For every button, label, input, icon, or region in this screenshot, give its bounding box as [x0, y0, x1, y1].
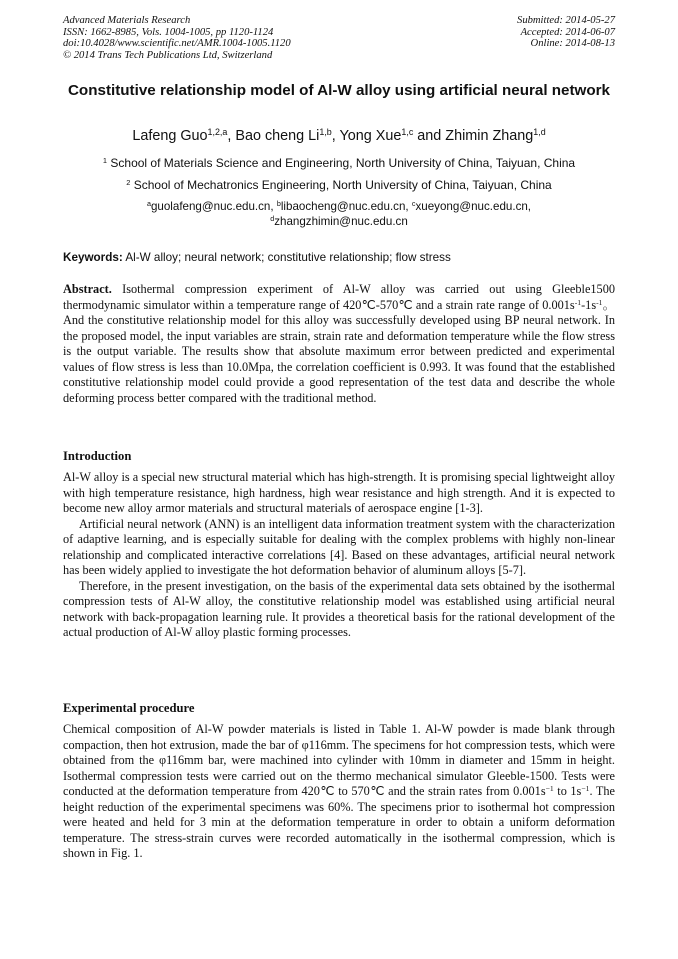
email-list	[63, 199, 615, 229]
author-affiliation-mark: 1,b	[319, 127, 332, 138]
author-name: Bao cheng Li	[235, 128, 320, 144]
author-name: Zhimin Zhang	[445, 128, 534, 144]
experimental-heading: Experimental procedure	[63, 701, 195, 715]
experimental-paragraph	[63, 722, 615, 862]
journal-header-left	[63, 15, 291, 61]
author-name: Yong Xue	[339, 128, 402, 144]
affiliation-text: School of Mechatronics Engineering, North University of China, Taiyuan, China	[133, 178, 552, 192]
author-affiliation-mark: 1,2,a	[207, 127, 228, 138]
keywords-text: Al-W alloy; neural network; constitutive relationship; flow stress	[125, 251, 451, 264]
affiliation-number: 2	[126, 177, 131, 187]
abstract-paragraph	[63, 282, 615, 406]
author-separator: ,	[227, 128, 236, 144]
paper-title: Constitutive relationship model of Al-W alloy using artificial neural network	[67, 82, 611, 99]
author-affiliation-mark: 1,c	[401, 127, 414, 138]
abstract-label: Abstract.	[63, 282, 112, 296]
journal-header-right	[517, 15, 615, 50]
email-mark: d	[270, 214, 275, 224]
superscript: -1	[574, 297, 582, 307]
affiliation-text: School of Materials Science and Engineering, North University of China, Taiyuan, China	[110, 156, 576, 170]
author-separator: ,	[331, 128, 340, 144]
online-date: Online: 2014-08-13	[530, 38, 615, 50]
introduction-heading: Introduction	[63, 449, 132, 463]
introduction-paragraph: Artificial neural network (ANN) is an intelligent data information treatment system with the characterization of adaptive learning, and is especially suitable for dealing with the complex problems with highly non-linear relationship and complicated interactive correlations [4]. Based on these advantages, artificial neural network has been widely applied to investigate the hot deformation behavior of aluminum alloys [5-7].	[63, 516, 615, 577]
introduction-body	[63, 470, 615, 641]
affiliation-number: 1	[102, 155, 108, 165]
introduction-paragraph: Al-W alloy is a special new structural material which has high-strength. It is promising special lightweight alloy with high temperature resistance, high hardness, high wear resistance and high strength. And it is expected to become new alloy armor materials and structural materials of aerospace engine [1-3].	[63, 470, 615, 515]
experimental-body	[63, 722, 615, 862]
affiliation-2	[63, 178, 615, 193]
experimental-text: . The height reduction of the experimental specimens was 60%. The specimens prior to isothermal hot compression were heated and held for 3 min at the deformation temperature in order to obtain a uniform deformation temperature. The stress-strain curves were recorded automatically in the isothermal compression, which is shown in Fig. 1.	[63, 784, 615, 860]
accepted-date: Accepted: 2014-06-07	[520, 26, 615, 38]
abstract	[63, 282, 615, 406]
author-affiliation-mark: 1,d	[533, 127, 546, 138]
email-address: guolafeng@nuc.edu.cn,	[150, 200, 274, 213]
superscript: -1	[596, 297, 603, 307]
experimental-text: to 1s	[553, 784, 582, 798]
abstract-text: Isothermal compression experiment of Al-W alloy was carried out using Gleeble1500 thermodynamic simulator within a temperature range of 420℃-570℃ and a strain rate range of 0.001s	[63, 282, 615, 312]
journal-issn: ISSN: 1662-8985, Vols. 1004-1005, pp 1120-1124	[63, 26, 274, 38]
experimental-text: Chemical composition of Al-W powder materials is listed in Table 1. Al-W powder is made blank through compaction, then hot extrusion, made the bar of φ116mm. The specimens for hot compression tests, which were obtained from the φ116mm bar, were machined into cylinder with 10mm in diameter and 15mm in height. Isothermal compression tests were carried out on the thermo mechanical simulator Gleeble-1500. Tests were conducted at the deformation temperature from 420℃ to 570℃ and the strain rates from 0.001s	[63, 722, 615, 798]
author-list	[63, 127, 615, 145]
journal-copyright: © 2014 Trans Tech Publications Ltd, Switzerland	[63, 49, 273, 61]
author-separator: and	[413, 128, 446, 144]
abstract-text: -1s	[581, 297, 597, 312]
email-address: libaocheng@nuc.edu.cn,	[280, 200, 409, 213]
affiliation-1	[63, 156, 615, 171]
abstract-text: 。And the constitutive relationship model for this alloy was successfully developed using BP neural network. In the proposed model, the input variables are strain, strain rate and deformation temperature while the flow stress is the output variable. The results show that absolute maximum error between predicted and experimental values of flow stress is less than 10.0Mpa, the correlation coefficient is 0.993. It was found that the established constitutive relationship model could provide a good representation of the test data and describe the whole deforming process better compared with the traditional method.	[63, 297, 615, 405]
email-mark: b	[276, 199, 281, 209]
superscript: −1	[581, 783, 590, 793]
journal-doi: doi:10.4028/www.scientific.net/AMR.1004-1005.1120	[63, 38, 291, 50]
superscript: −1	[545, 783, 554, 793]
journal-name: Advanced Materials Research	[63, 15, 191, 26]
author-name: Lafeng Guo	[132, 128, 208, 144]
keywords-label: Keywords:	[63, 251, 123, 264]
email-address: xueyong@nuc.edu.cn,	[415, 200, 532, 213]
email-mark: a	[146, 199, 151, 209]
email-address: zhangzhimin@nuc.edu.cn	[274, 215, 408, 228]
keywords	[63, 250, 615, 265]
email-mark: c	[411, 199, 416, 209]
introduction-paragraph: Therefore, in the present investigation, on the basis of the experimental data sets obtained by the isothermal compression tests of Al-W alloy, the constitutive relationship model was established using artificial neural network with back-propagation learning rule. It provides a theoretical basis for the rational development of the actual production of Al-W alloy plastic forming processes.	[63, 578, 615, 639]
submitted-date: Submitted: 2014-05-27	[517, 15, 615, 26]
